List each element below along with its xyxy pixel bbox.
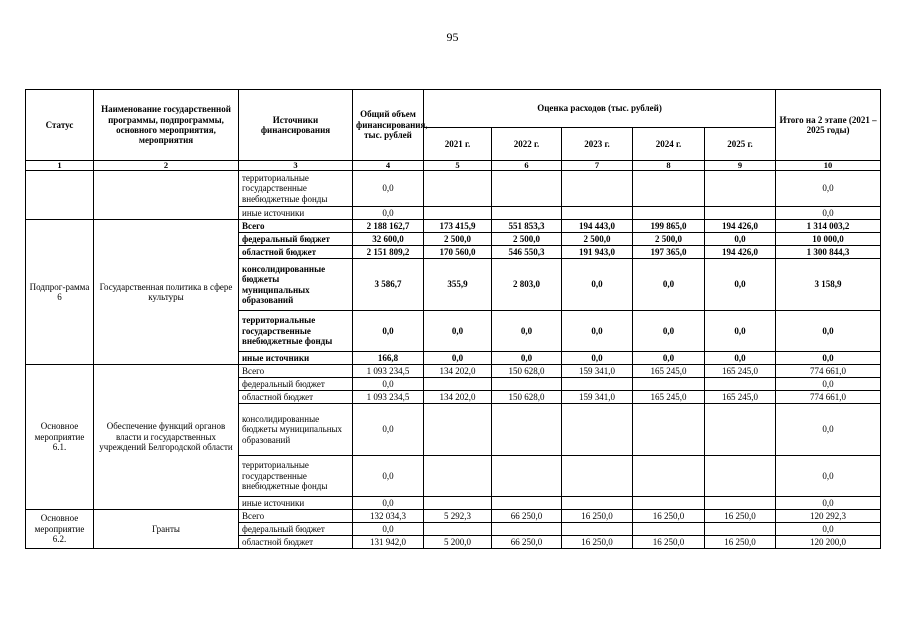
year-cell xyxy=(492,523,562,536)
name-cell-empty xyxy=(94,171,239,220)
year-cell: 0,0 xyxy=(562,311,633,352)
total-cell: 131 942,0 xyxy=(353,536,424,549)
stage-total-cell: 1 300 844,3 xyxy=(776,246,881,259)
total-cell: 32 600,0 xyxy=(353,233,424,246)
year-cell xyxy=(633,456,705,497)
stage-total-cell: 0,0 xyxy=(776,207,881,220)
column-index: 3 xyxy=(239,161,353,171)
total-cell: 0,0 xyxy=(353,311,424,352)
year-cell: 5 292,3 xyxy=(424,510,492,523)
total-cell: 0,0 xyxy=(353,207,424,220)
year-cell xyxy=(424,523,492,536)
year-cell: 0,0 xyxy=(705,233,776,246)
year-cell: 0,0 xyxy=(562,352,633,365)
year-cell xyxy=(424,207,492,220)
stage-total-cell: 774 661,0 xyxy=(776,391,881,404)
year-cell: 0,0 xyxy=(633,352,705,365)
year-cell xyxy=(492,456,562,497)
page-number: 95 xyxy=(446,30,459,44)
year-cell: 16 250,0 xyxy=(562,536,633,549)
status-cell: Основное мероприятие 6.1. xyxy=(26,365,94,510)
year-cell xyxy=(633,497,705,510)
header-estimate: Оценка расходов (тыс. рублей) xyxy=(424,90,776,128)
column-index: 6 xyxy=(492,161,562,171)
year-cell: 16 250,0 xyxy=(633,510,705,523)
column-index: 10 xyxy=(776,161,881,171)
column-index: 2 xyxy=(94,161,239,171)
year-cell xyxy=(562,404,633,456)
year-cell: 355,9 xyxy=(424,259,492,311)
source-cell: областной бюджет xyxy=(239,246,353,259)
stage-total-cell: 0,0 xyxy=(776,171,881,207)
year-cell: 66 250,0 xyxy=(492,510,562,523)
table-row xyxy=(26,171,881,207)
year-cell: 0,0 xyxy=(705,352,776,365)
year-cell: 2 803,0 xyxy=(492,259,562,311)
stage-total-cell: 120 292,3 xyxy=(776,510,881,523)
year-cell: 16 250,0 xyxy=(705,536,776,549)
year-cell: 194 443,0 xyxy=(562,220,633,233)
total-cell: 0,0 xyxy=(353,456,424,497)
total-cell: 0,0 xyxy=(353,497,424,510)
year-cell: 0,0 xyxy=(705,311,776,352)
stage-total-cell: 0,0 xyxy=(776,311,881,352)
column-index: 1 xyxy=(26,161,94,171)
year-cell: 16 250,0 xyxy=(633,536,705,549)
total-cell: 166,8 xyxy=(353,352,424,365)
stage-total-cell: 0,0 xyxy=(776,404,881,456)
source-cell: консолидированные бюджеты муниципальных образований xyxy=(239,259,353,311)
source-cell: федеральный бюджет xyxy=(239,233,353,246)
year-cell: 197 365,0 xyxy=(633,246,705,259)
year-cell: 194 426,0 xyxy=(705,246,776,259)
column-index: 8 xyxy=(633,161,705,171)
source-cell: консолидированные бюджеты муниципальных образований xyxy=(239,404,353,456)
year-cell: 159 341,0 xyxy=(562,391,633,404)
year-cell xyxy=(633,523,705,536)
stage-total-cell: 10 000,0 xyxy=(776,233,881,246)
stage-total-cell: 3 158,9 xyxy=(776,259,881,311)
header-year: 2025 г. xyxy=(705,128,776,161)
year-cell xyxy=(424,497,492,510)
name-cell: Гранты xyxy=(94,510,239,549)
status-cell-empty xyxy=(26,171,94,220)
year-cell xyxy=(562,456,633,497)
year-cell: 2 500,0 xyxy=(562,233,633,246)
year-cell: 194 426,0 xyxy=(705,220,776,233)
year-cell: 0,0 xyxy=(705,259,776,311)
total-cell: 0,0 xyxy=(353,404,424,456)
source-cell: федеральный бюджет xyxy=(239,378,353,391)
source-cell: Всего xyxy=(239,365,353,378)
year-cell xyxy=(633,207,705,220)
year-cell: 159 341,0 xyxy=(562,365,633,378)
total-cell: 3 586,7 xyxy=(353,259,424,311)
year-cell: 5 200,0 xyxy=(424,536,492,549)
source-cell: областной бюджет xyxy=(239,536,353,549)
budget-table xyxy=(25,89,881,549)
header-year: 2021 г. xyxy=(424,128,492,161)
year-cell xyxy=(633,378,705,391)
year-cell xyxy=(705,497,776,510)
total-cell: 1 093 234,5 xyxy=(353,391,424,404)
column-index: 9 xyxy=(705,161,776,171)
source-cell: Всего xyxy=(239,510,353,523)
header-status: Статус xyxy=(26,90,94,161)
year-cell: 150 628,0 xyxy=(492,391,562,404)
header-year: 2024 г. xyxy=(633,128,705,161)
year-cell: 165 245,0 xyxy=(633,391,705,404)
year-cell xyxy=(705,456,776,497)
header-year: 2022 г. xyxy=(492,128,562,161)
stage-total-cell: 0,0 xyxy=(776,523,881,536)
stage-total-cell: 774 661,0 xyxy=(776,365,881,378)
year-cell: 2 500,0 xyxy=(424,233,492,246)
header-year: 2023 г. xyxy=(562,128,633,161)
year-cell: 134 202,0 xyxy=(424,365,492,378)
header-total: Общий объем финансирования, тыс. рублей xyxy=(353,90,424,161)
year-cell: 0,0 xyxy=(424,352,492,365)
year-cell: 2 500,0 xyxy=(633,233,705,246)
stage-total-cell: 0,0 xyxy=(776,352,881,365)
year-cell xyxy=(705,404,776,456)
year-cell: 0,0 xyxy=(492,352,562,365)
year-cell xyxy=(492,171,562,207)
total-cell: 2 188 162,7 xyxy=(353,220,424,233)
total-cell: 1 093 234,5 xyxy=(353,365,424,378)
source-cell: иные источники xyxy=(239,497,353,510)
source-cell: иные источники xyxy=(239,207,353,220)
column-index: 4 xyxy=(353,161,424,171)
year-cell xyxy=(492,378,562,391)
table-row xyxy=(26,220,881,233)
year-cell: 134 202,0 xyxy=(424,391,492,404)
total-cell: 0,0 xyxy=(353,171,424,207)
source-cell: территориальные государственные внебюджетные фонды xyxy=(239,456,353,497)
header-stage-total: Итого на 2 этапе (2021 – 2025 годы) xyxy=(776,90,881,161)
header-sources: Источники финансирования xyxy=(239,90,353,161)
year-cell xyxy=(424,171,492,207)
stage-total-cell: 120 200,0 xyxy=(776,536,881,549)
stage-total-cell: 0,0 xyxy=(776,456,881,497)
year-cell: 16 250,0 xyxy=(562,510,633,523)
year-cell: 165 245,0 xyxy=(633,365,705,378)
year-cell xyxy=(424,456,492,497)
year-cell: 150 628,0 xyxy=(492,365,562,378)
source-cell: территориальные государственные внебюджетные фонды xyxy=(239,311,353,352)
name-cell: Обеспечение функций органов власти и государственных учреждений Белгородской области xyxy=(94,365,239,510)
table-row xyxy=(26,365,881,378)
year-cell: 0,0 xyxy=(562,259,633,311)
year-cell xyxy=(705,171,776,207)
name-cell: Государственная политика в сфере культуры xyxy=(94,220,239,365)
year-cell: 0,0 xyxy=(492,311,562,352)
total-cell: 132 034,3 xyxy=(353,510,424,523)
year-cell: 170 560,0 xyxy=(424,246,492,259)
year-cell: 173 415,9 xyxy=(424,220,492,233)
year-cell: 2 500,0 xyxy=(492,233,562,246)
year-cell: 16 250,0 xyxy=(705,510,776,523)
year-cell xyxy=(492,207,562,220)
source-cell: областной бюджет xyxy=(239,391,353,404)
year-cell xyxy=(633,404,705,456)
column-index-row xyxy=(26,161,881,171)
year-cell: 165 245,0 xyxy=(705,365,776,378)
year-cell: 0,0 xyxy=(424,311,492,352)
year-cell xyxy=(705,378,776,391)
source-cell: иные источники xyxy=(239,352,353,365)
year-cell: 0,0 xyxy=(633,311,705,352)
status-cell: Подпрог-рамма 6 xyxy=(26,220,94,365)
year-cell xyxy=(705,523,776,536)
year-cell xyxy=(424,378,492,391)
source-cell: Всего xyxy=(239,220,353,233)
total-cell: 0,0 xyxy=(353,523,424,536)
table-row xyxy=(26,510,881,523)
year-cell: 165 245,0 xyxy=(705,391,776,404)
column-index: 5 xyxy=(424,161,492,171)
year-cell xyxy=(705,207,776,220)
stage-total-cell: 0,0 xyxy=(776,378,881,391)
stage-total-cell: 0,0 xyxy=(776,497,881,510)
year-cell: 546 550,3 xyxy=(492,246,562,259)
year-cell xyxy=(562,497,633,510)
year-cell xyxy=(562,171,633,207)
year-cell xyxy=(492,404,562,456)
column-index: 7 xyxy=(562,161,633,171)
stage-total-cell: 1 314 003,2 xyxy=(776,220,881,233)
year-cell xyxy=(562,378,633,391)
year-cell xyxy=(633,171,705,207)
year-cell xyxy=(562,523,633,536)
year-cell: 199 865,0 xyxy=(633,220,705,233)
year-cell: 0,0 xyxy=(633,259,705,311)
year-cell: 551 853,3 xyxy=(492,220,562,233)
source-cell: федеральный бюджет xyxy=(239,523,353,536)
year-cell xyxy=(424,404,492,456)
year-cell xyxy=(562,207,633,220)
status-cell: Основное мероприятие 6.2. xyxy=(26,510,94,549)
total-cell: 0,0 xyxy=(353,378,424,391)
header-name: Наименование государственной программы, подпрограммы, основного мероприятия, мероприятия xyxy=(94,90,239,161)
year-cell: 66 250,0 xyxy=(492,536,562,549)
total-cell: 2 151 809,2 xyxy=(353,246,424,259)
year-cell: 191 943,0 xyxy=(562,246,633,259)
source-cell: территориальные государственные внебюджетные фонды xyxy=(239,171,353,207)
year-cell xyxy=(492,497,562,510)
